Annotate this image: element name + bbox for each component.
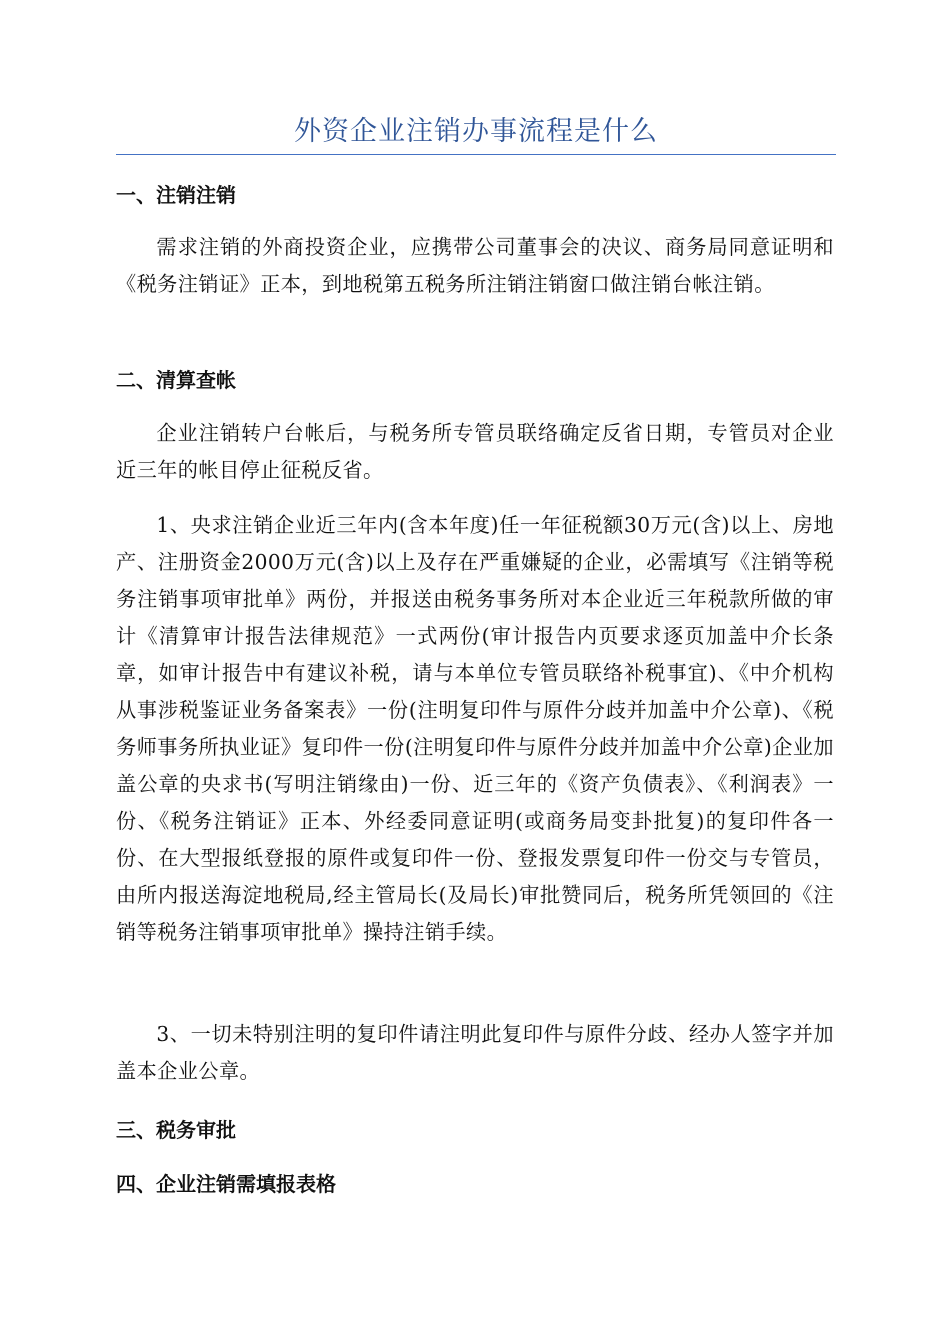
section-heading-2: 二、清算查帐: [116, 368, 236, 392]
section-heading-3: 三、税务审批: [116, 1118, 236, 1142]
section-2-paragraph-1: 企业注销转户台帐后，与税务所专管员联络确定反省日期，专管员对企业近三年的帐目停止征税反省。: [116, 421, 834, 482]
section-2-paragraph-2: 1、央求注销企业近三年内(含本年度)任一年征税额30万元(含)以上、房地产、注册资金2000万元(含)以上及存在严重嫌疑的企业，必需填写《注销等税务注销事项审批单》两份，并报送由税务事务所对本企业近三年税款所做的审计《清算审计报告法律规范》一式两份(审计报告内页要求逐页加盖中介长条章，如审计报告中有建议补税，请与本单位专管员联络补税事宜)、《中介机构从事涉税鉴证业务备案表》一份(注明复印件与原件分歧并加盖中介公章)、《税务师事务所执业证》复印件一份(注明复印件与原件分歧并加盖中介公章)企业加盖公章的央求书(写明注销缘由)一份、近三年的《资产负债表》、《利润表》一份、《税务注销证》正本、外经委同意证明(或商务局变卦批复)的复印件各一份、在大型报纸登报的原件或复印件一份、登报发票复印件一份交与专管员，由所内报送海淀地税局,经主管局长(及局长)审批赞同后，税务所凭领回的《注销等税务注销事项审批单》操持注销手续。: [116, 513, 834, 944]
section-heading-1: 一、注销注销: [116, 183, 236, 207]
document-title: 外资企业注销办事流程是什么: [294, 116, 658, 147]
title-underline: [116, 154, 836, 155]
section-heading-4: 四、企业注销需填报表格: [116, 1172, 336, 1196]
section-2-paragraph-3: 3、一切未特别注明的复印件请注明此复印件与原件分歧、经办人签字并加盖本企业公章。: [116, 1022, 834, 1083]
section-1-paragraph-1: 需求注销的外商投资企业，应携带公司董事会的决议、商务局同意证明和《税务注销证》正本，到地税第五税务所注销注销窗口做注销台帐注销。: [116, 235, 834, 296]
